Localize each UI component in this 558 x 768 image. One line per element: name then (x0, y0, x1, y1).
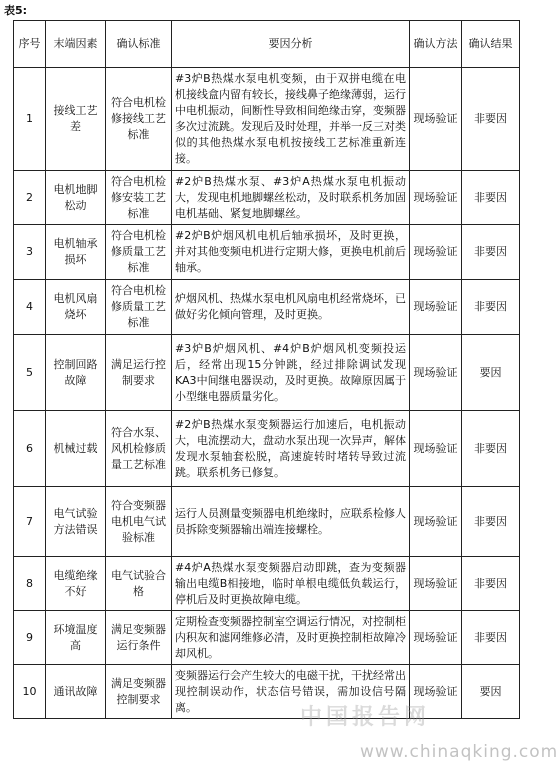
row-standard: 符合变频器电机电气试验标准 (106, 487, 172, 557)
table-row (14, 411, 520, 487)
factor-confirmation-table (13, 20, 520, 719)
row-factor: 电机地脚松动 (46, 171, 106, 225)
row-factor: 电缆绝缘不好 (46, 557, 106, 611)
row-factor: 机械过载 (46, 411, 106, 487)
table-caption: 表5: (4, 4, 28, 17)
row-analysis: #2炉B热煤水泵变频器运行加速后，电机振动大，电流摆动大，盘动水泵出现一次异声，解体发现水泵轴套松脱，高速旋转时堵转导致过流跳。联系机务已修复。 (172, 411, 410, 487)
row-method: 现场验证 (410, 411, 462, 487)
row-method: 现场验证 (410, 68, 462, 171)
row-result: 非要因 (462, 225, 520, 280)
row-no: 6 (14, 411, 46, 487)
row-factor: 接线工艺差 (46, 68, 106, 171)
row-standard: 符合电机检修安装工艺标准 (106, 171, 172, 225)
row-result: 非要因 (462, 557, 520, 611)
row-standard: 符合水泵、风机检修质量工艺标准 (106, 411, 172, 487)
header-seq: 序号 (14, 21, 46, 68)
row-no: 10 (14, 665, 46, 719)
row-method: 现场验证 (410, 280, 462, 335)
row-no: 5 (14, 335, 46, 411)
row-method: 现场验证 (410, 171, 462, 225)
row-result: 非要因 (462, 280, 520, 335)
row-standard: 电气试验合格 (106, 557, 172, 611)
header-factor: 末端因素 (46, 21, 106, 68)
table-row (14, 487, 520, 557)
row-standard: 符合电机检修接线工艺标准 (106, 68, 172, 171)
row-no: 4 (14, 280, 46, 335)
row-factor: 电气试验方法错误 (46, 487, 106, 557)
row-standard: 满足运行控制要求 (106, 335, 172, 411)
table-row (14, 280, 520, 335)
row-factor: 环境温度高 (46, 611, 106, 665)
table-row (14, 171, 520, 225)
row-analysis: 定期检查变频器控制室空调运行情况，对控制柜内积灰和滤网维修必清，及时更换控制柜故障冷却风机。 (172, 611, 410, 665)
row-method: 现场验证 (410, 557, 462, 611)
row-method: 现场验证 (410, 335, 462, 411)
row-no: 1 (14, 68, 46, 171)
row-result: 要因 (462, 665, 520, 719)
header-standard: 确认标准 (106, 21, 172, 68)
row-method: 现场验证 (410, 665, 462, 719)
table-header-row (14, 21, 520, 68)
row-standard: 符合电机检修质量工艺标准 (106, 225, 172, 280)
table-row (14, 335, 520, 411)
row-standard: 符合电机检修质量工艺标准 (106, 280, 172, 335)
row-factor: 电机轴承损坏 (46, 225, 106, 280)
row-no: 2 (14, 171, 46, 225)
row-analysis: #4炉A热煤水泵变频器启动即跳，查为变频器输出电缆B相接地，临时单根电缆低负载运行，停机后及时更换故障电缆。 (172, 557, 410, 611)
watermark-cn: 中国报告网 (300, 705, 431, 730)
row-no: 8 (14, 557, 46, 611)
row-result: 非要因 (462, 487, 520, 557)
table-row (14, 225, 520, 280)
table-row (14, 611, 520, 665)
row-standard: 满足变频器控制要求 (106, 665, 172, 719)
row-no: 9 (14, 611, 46, 665)
row-analysis: 炉烟风机、热煤水泵电机风扇电机经常烧坏，已做好劣化倾向管理，及时更换。 (172, 280, 410, 335)
table-row (14, 557, 520, 611)
header-analysis: 要因分析 (172, 21, 410, 68)
row-no: 3 (14, 225, 46, 280)
row-analysis: #2炉B炉烟风机电机后轴承损坏，及时更换，并对其他变频电机进行定期大修，更换电机前后轴承。 (172, 225, 410, 280)
row-standard: 满足变频器运行条件 (106, 611, 172, 665)
row-factor: 控制回路故障 (46, 335, 106, 411)
row-method: 现场验证 (410, 487, 462, 557)
watermark-url: www.chinaqking.com (360, 742, 558, 762)
row-analysis: #3炉B热煤水泵电机变频，由于双拼电缆在电机接线盒内留有较长，接线鼻子绝缘薄弱，运行中电机振动，间断性导致相间绝缘击穿，变频器多次过流跳。发现后及时处理，并举一反三对类似的其他热煤水泵电机按接线工艺标准重新连接。 (172, 68, 410, 171)
header-result: 确认结果 (462, 21, 520, 68)
row-factor: 通讯故障 (46, 665, 106, 719)
row-no: 7 (14, 487, 46, 557)
row-result: 非要因 (462, 611, 520, 665)
row-method: 现场验证 (410, 611, 462, 665)
header-method: 确认方法 (410, 21, 462, 68)
row-analysis: 变频器运行会产生较大的电磁干扰，干扰经常出现控制误动作，状态信号错误，需加设信号隔离。 (172, 665, 410, 719)
table-row (14, 68, 520, 171)
table-row (14, 665, 520, 719)
row-analysis: 运行人员测量变频器电机绝缘时，应联系检修人员拆除变频器输出端连接螺栓。 (172, 487, 410, 557)
row-method: 现场验证 (410, 225, 462, 280)
row-result: 非要因 (462, 411, 520, 487)
row-factor: 电机风扇烧坏 (46, 280, 106, 335)
row-analysis: #3炉B炉烟风机、#4炉B炉烟风机变频投运后，经常出现15分钟跳，经过排除调试发现KA3中间继电器误动，及时更换。故障原因属于小型继电器质量劣化。 (172, 335, 410, 411)
row-result: 非要因 (462, 68, 520, 171)
row-analysis: #2炉B热煤水泵、#3炉A热煤水泵电机振动大，发现电机地脚螺丝松动，及时联系机务加固电机基础、紧复地脚螺丝。 (172, 171, 410, 225)
row-result: 非要因 (462, 171, 520, 225)
row-result: 要因 (462, 335, 520, 411)
